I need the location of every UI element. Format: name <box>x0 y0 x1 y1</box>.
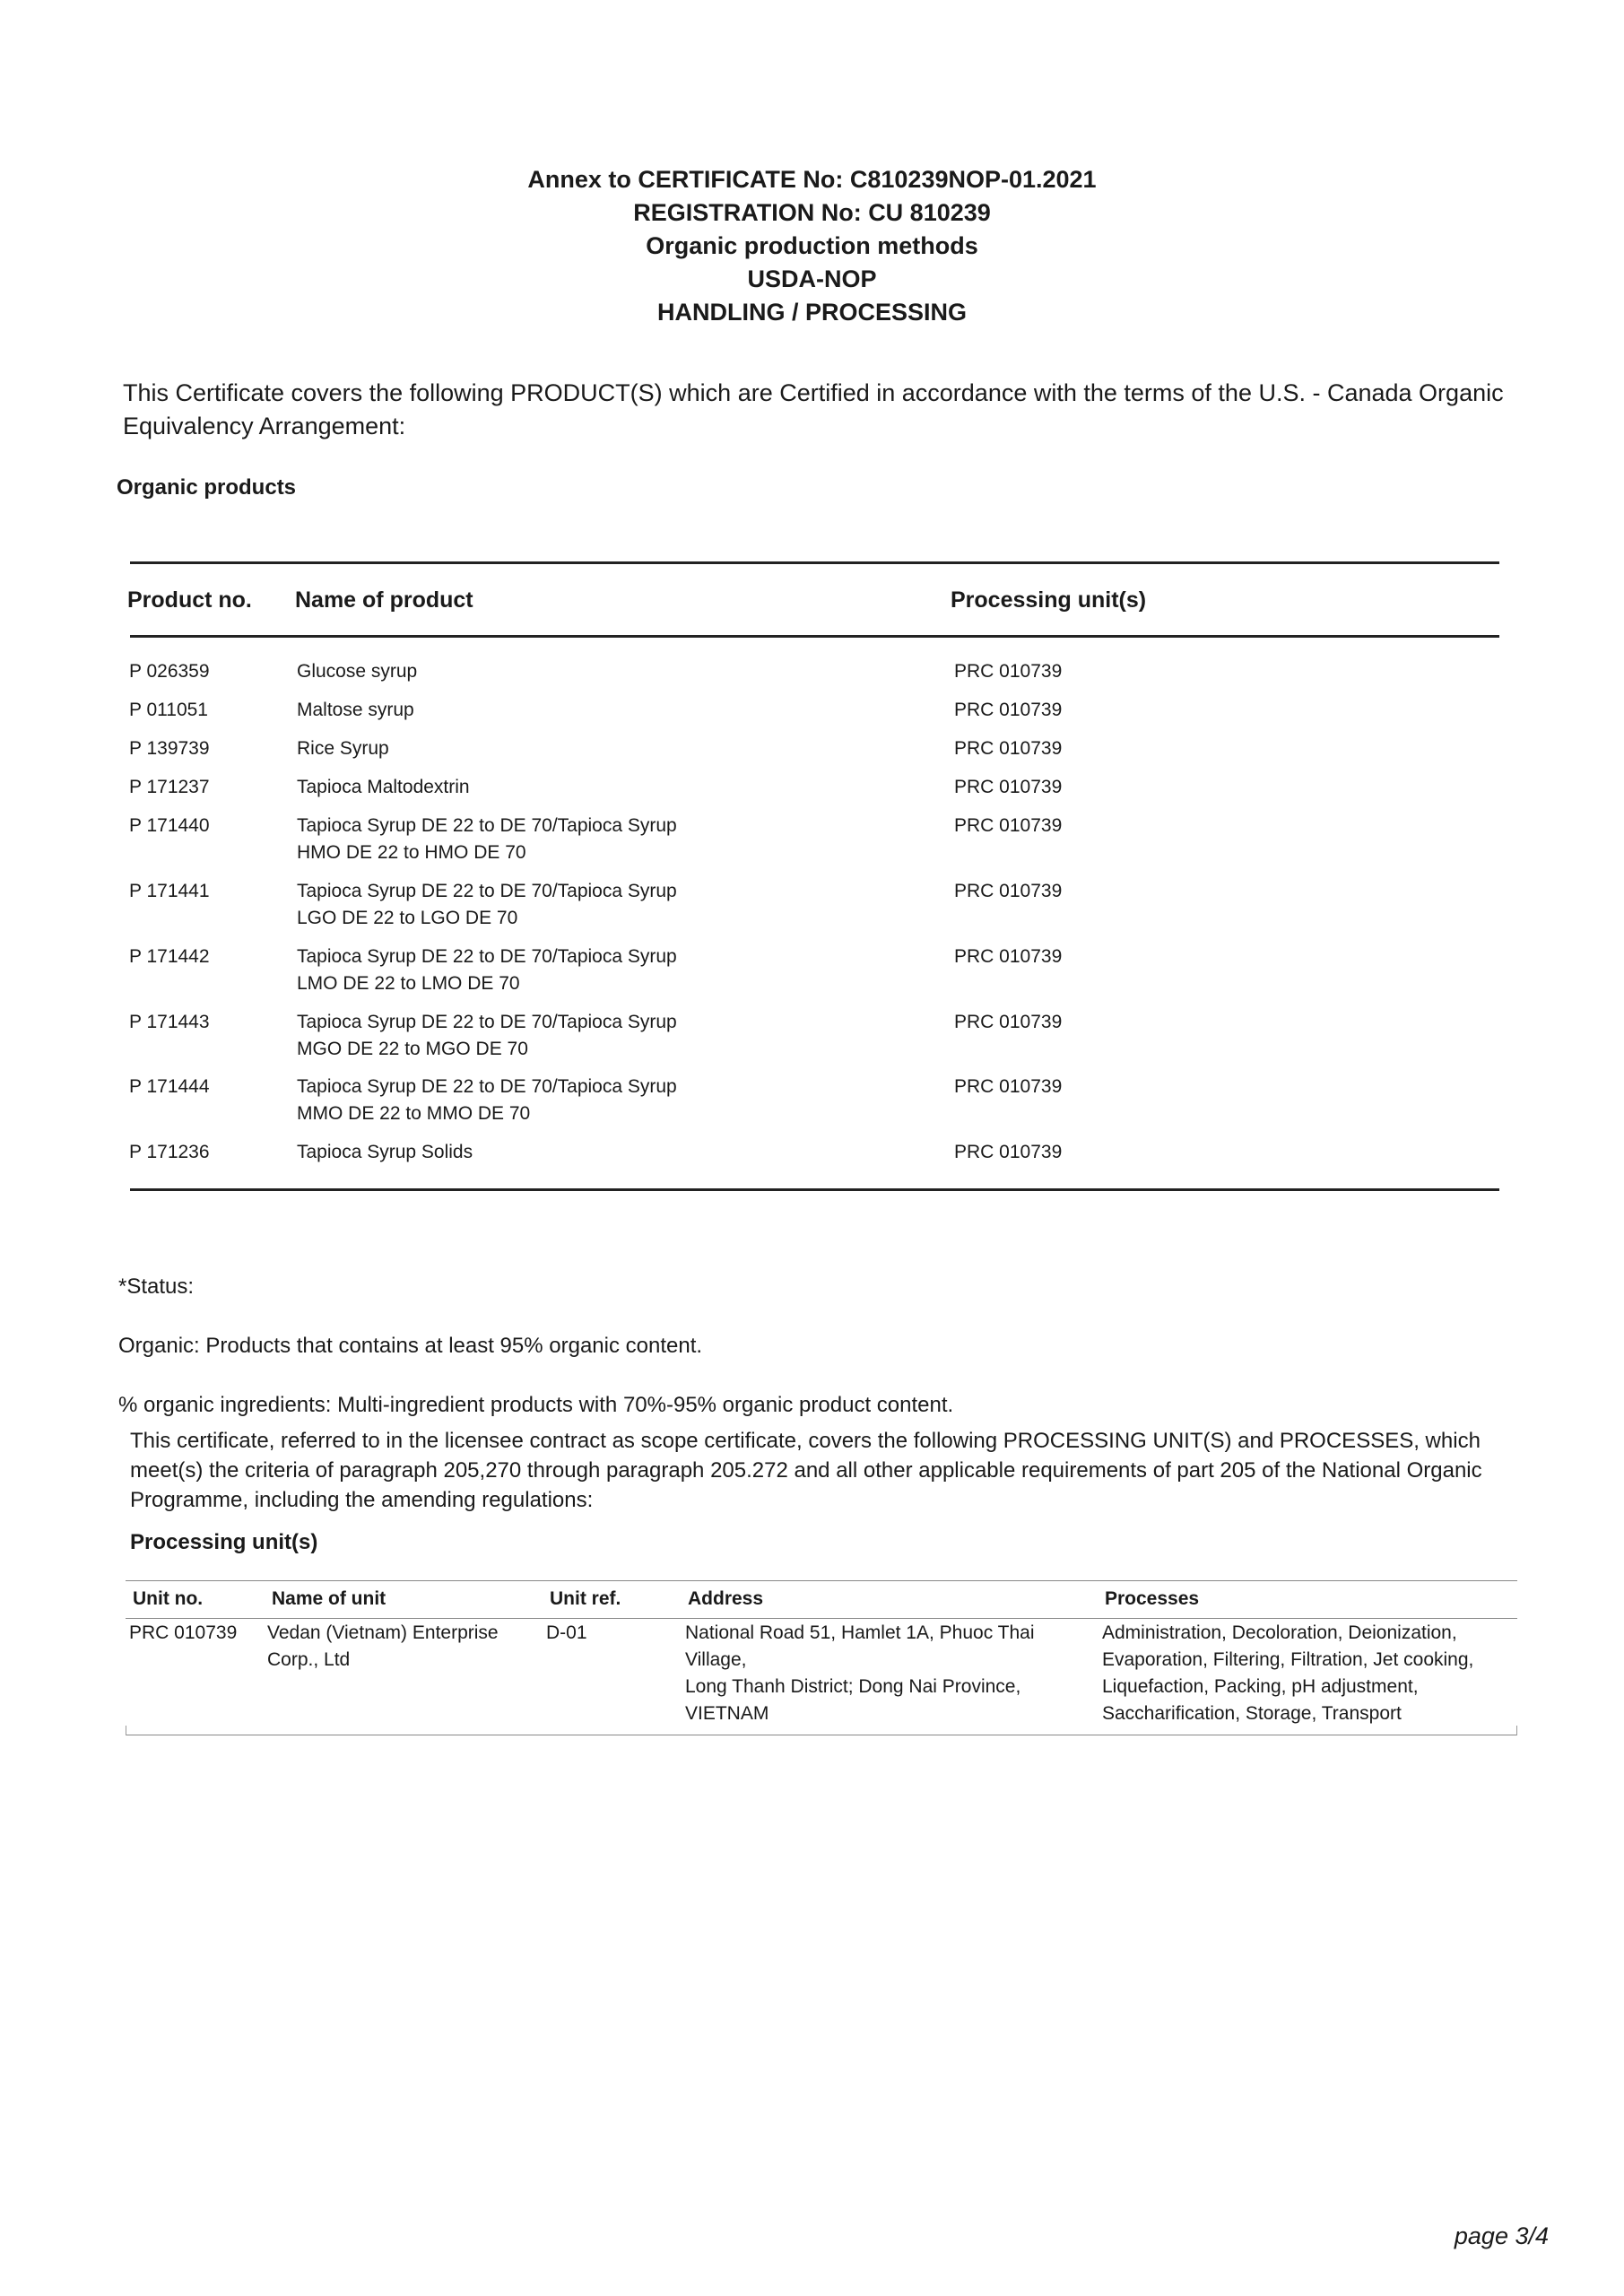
processes-line: Administration, Decoloration, Deionization, <box>1102 1622 1457 1643</box>
page-number: page 3/4 <box>1454 2222 1549 2249</box>
product-no: P 139739 <box>129 738 210 759</box>
address-line: National Road 51, Hamlet 1A, Phuoc Thai <box>685 1622 1035 1643</box>
col-header-product-name: Name of product <box>295 587 473 613</box>
header-line-registration: REGISTRATION No: CU 810239 <box>633 199 991 226</box>
col-header-processing-unit: Processing unit(s) <box>951 587 1147 613</box>
unit-name <box>267 1620 499 1674</box>
product-no: P 171444 <box>129 1076 210 1097</box>
product-name: Tapioca Syrup DE 22 to DE 70/Tapioca Syrup <box>297 815 677 836</box>
col-header-product-no: Product no. <box>127 587 252 613</box>
product-unit: PRC 010739 <box>954 661 1063 682</box>
product-name: Rice Syrup <box>297 738 389 759</box>
status-percent-definition: % organic ingredients: Multi-ingredient products with 70%-95% organic product content. <box>118 1393 954 1417</box>
product-unit: PRC 010739 <box>954 946 1063 967</box>
product-unit: PRC 010739 <box>954 738 1063 759</box>
header-line-scope: HANDLING / PROCESSING <box>656 299 968 326</box>
product-name: Tapioca Syrup Solids <box>297 1142 473 1162</box>
unit-name-line: Corp., Ltd <box>267 1649 351 1670</box>
status-label: *Status: <box>118 1274 195 1299</box>
processes-line: Liquefaction, Packing, pH adjustment, <box>1102 1676 1419 1697</box>
col-header-processes: Processes <box>1105 1588 1200 1609</box>
unit-address <box>685 1620 1035 1727</box>
product-name-line2: MGO DE 22 to MGO DE 70 <box>297 1039 528 1059</box>
unit-processes <box>1102 1620 1473 1727</box>
product-name: Tapioca Syrup DE 22 to DE 70/Tapioca Syrup <box>297 1076 677 1097</box>
product-unit: PRC 010739 <box>954 815 1063 836</box>
header-line-standard: USDA-NOP <box>747 265 877 292</box>
product-name: Tapioca Maltodextrin <box>297 777 470 797</box>
product-unit: PRC 010739 <box>954 1076 1063 1097</box>
intro-paragraph: This Certificate covers the following PRODUCT(S) which are Certified in accordance with the terms of the U.S. - Canada Organic Equivalency Arrangement: <box>123 379 1504 439</box>
products-table-header-rule <box>130 635 1499 638</box>
products-table-top-rule <box>130 561 1499 564</box>
unit-ref <box>546 1620 587 1647</box>
certificate-header <box>0 163 1624 329</box>
unit-no <box>129 1620 237 1647</box>
col-header-unit-ref: Unit ref. <box>550 1588 621 1609</box>
status-organic-definition: Organic: Products that contains at least 95% organic content. <box>118 1334 703 1358</box>
product-name-line2: MMO DE 22 to MMO DE 70 <box>297 1103 531 1124</box>
col-header-unit-no: Unit no. <box>133 1588 204 1609</box>
product-name-line2: LMO DE 22 to LMO DE 70 <box>297 973 520 994</box>
processes-line: Evaporation, Filtering, Filtration, Jet cooking, <box>1102 1649 1474 1670</box>
product-name: Maltose syrup <box>297 700 414 720</box>
product-name: Tapioca Syrup DE 22 to DE 70/Tapioca Syrup <box>297 1012 677 1032</box>
products-table-bottom-rule <box>130 1188 1499 1191</box>
address-line: Village, <box>685 1649 747 1670</box>
product-unit: PRC 010739 <box>954 881 1063 901</box>
unit-name-line: Vedan (Vietnam) Enterprise <box>267 1622 499 1643</box>
product-no: P 171440 <box>129 815 210 836</box>
product-no: P 171236 <box>129 1142 210 1162</box>
product-name: Glucose syrup <box>297 661 418 682</box>
units-table-header-rule <box>126 1618 1517 1619</box>
col-header-address: Address <box>688 1588 764 1609</box>
scope-paragraph: This certificate, referred to in the licensee contract as scope certificate, covers the following PROCESSING UNIT(S) and PROCESSES, which meet(s) the criteria of paragraph 205,270 through paragraph 205.272 and all other applicable requirements of part 205 of the National Organic Programme, including the amending regulations: <box>130 1429 1482 1512</box>
product-unit: PRC 010739 <box>954 1142 1063 1162</box>
product-unit: PRC 010739 <box>954 1012 1063 1032</box>
product-no: P 171443 <box>129 1012 210 1032</box>
product-name: Tapioca Syrup DE 22 to DE 70/Tapioca Syrup <box>297 881 677 901</box>
unit-ref-value: D-01 <box>546 1622 587 1643</box>
product-no: P 171441 <box>129 881 210 901</box>
product-unit: PRC 010739 <box>954 700 1063 720</box>
processes-line: Saccharification, Storage, Transport <box>1102 1703 1402 1724</box>
unit-no-value: PRC 010739 <box>129 1622 238 1643</box>
units-table-right-edge <box>1516 1726 1517 1735</box>
product-name-line2: LGO DE 22 to LGO DE 70 <box>297 908 518 928</box>
header-line-annex: Annex to CERTIFICATE No: C810239NOP-01.2021 <box>527 166 1097 193</box>
product-no: P 026359 <box>129 661 210 682</box>
product-name: Tapioca Syrup DE 22 to DE 70/Tapioca Syrup <box>297 946 677 967</box>
organic-products-heading: Organic products <box>117 475 297 500</box>
product-no: P 011051 <box>129 700 208 720</box>
processing-units-heading: Processing unit(s) <box>130 1530 318 1554</box>
col-header-unit-name: Name of unit <box>272 1588 386 1609</box>
units-table-top-rule <box>126 1580 1517 1581</box>
product-no: P 171237 <box>129 777 210 797</box>
header-line-methods: Organic production methods <box>646 232 978 259</box>
product-unit: PRC 010739 <box>954 777 1063 797</box>
address-line: VIETNAM <box>685 1703 769 1724</box>
product-no: P 171442 <box>129 946 210 967</box>
address-line: Long Thanh District; Dong Nai Province, <box>685 1676 1021 1697</box>
product-name-line2: HMO DE 22 to HMO DE 70 <box>297 842 526 863</box>
